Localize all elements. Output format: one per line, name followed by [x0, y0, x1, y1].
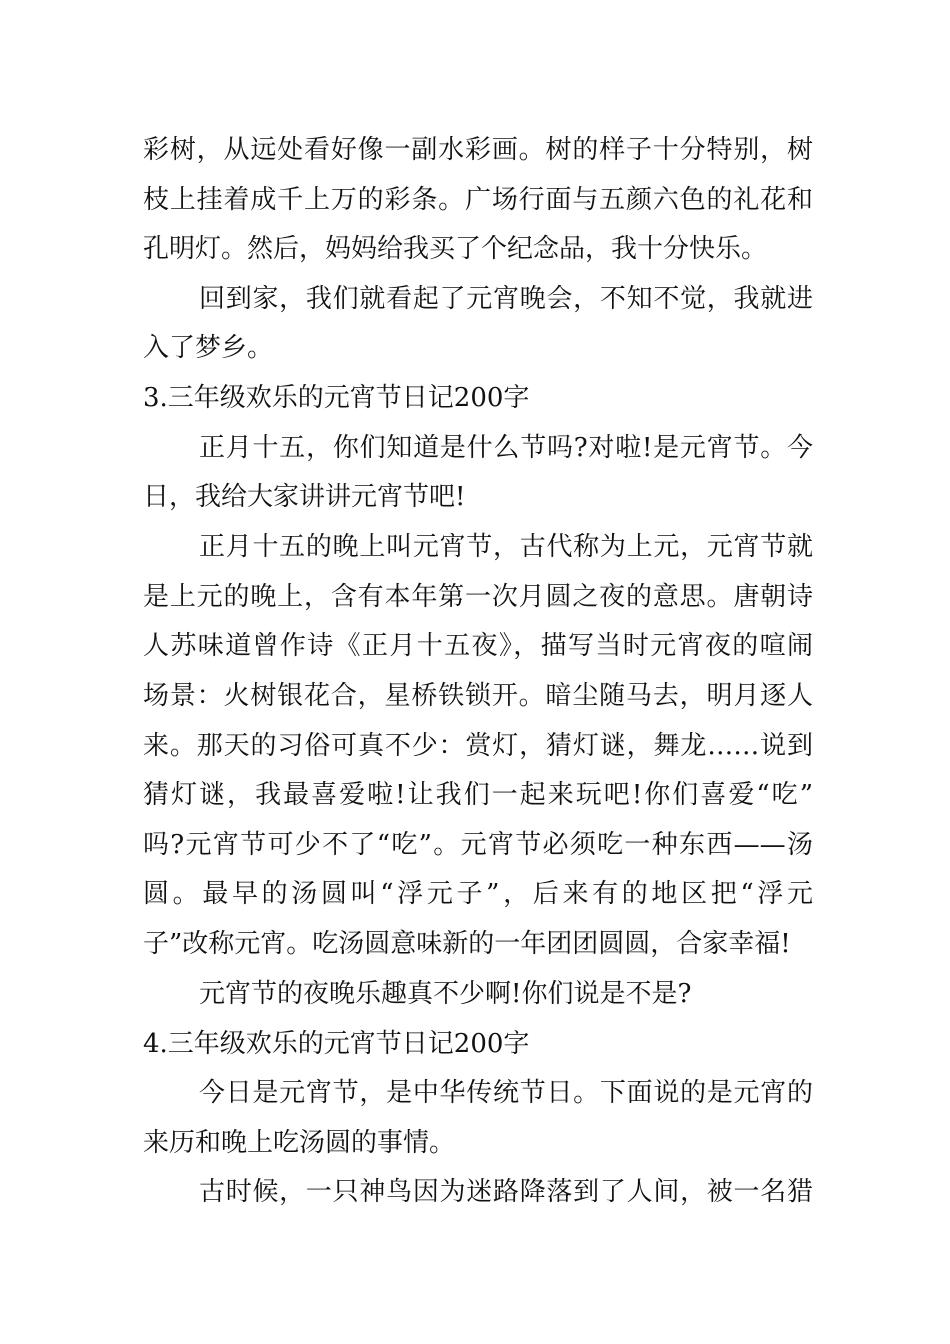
paragraph-line: 元宵节的夜晚乐趣真不少啊!你们说是不是? [199, 979, 692, 1009]
paragraph-line: 吗?元宵节可少不了“吃”。元宵节必须吃一种东西——汤 [143, 830, 813, 860]
paragraph-line: 是上元的晚上，含有本年第一次月圆之夜的意思。唐朝诗 [143, 582, 813, 612]
paragraph-line: 彩树，从远处看好像一副水彩画。树的样子十分特别，树 [143, 135, 813, 165]
paragraph-line: 人苏味道曾作诗《正月十五夜》，描写当时元宵夜的喧闹 [143, 631, 813, 661]
paragraph-line: 回到家，我们就看起了元宵晚会，不知不觉，我就进 [199, 284, 813, 314]
paragraph-line: 日，我给大家讲讲元宵节吧! [143, 482, 466, 512]
paragraph-line: 子”改称元宵。吃汤圆意味新的一年团团圆圆，合家幸福! [143, 929, 791, 959]
section-heading: 3.三年级欢乐的元宵节日记200字 [143, 383, 530, 413]
paragraph-line: 正月十五，你们知道是什么节吗?对啦!是元宵节。今 [199, 433, 813, 463]
paragraph-line: 入了梦乡。 [143, 333, 274, 363]
paragraph-line: 来。那天的习俗可真不少：赏灯，猜灯谜，舞龙……说到 [143, 731, 813, 761]
paragraph-line: 来历和晚上吃汤圆的事情。 [143, 1128, 456, 1158]
paragraph-line: 场景：火树银花合，星桥铁锁开。暗尘随马去，明月逐人 [143, 681, 813, 711]
paragraph-line: 圆。最早的汤圆叫“浮元子”，后来有的地区把“浮元 [143, 879, 813, 909]
paragraph-line: 古时候，一只神鸟因为迷路降落到了人间，被一名猎 [199, 1177, 813, 1207]
section-heading: 4.三年级欢乐的元宵节日记200字 [143, 1029, 530, 1059]
paragraph-line: 猜灯谜，我最喜爱啦!让我们一起来玩吧!你们喜爱“吃” [143, 780, 813, 810]
paragraph-line: 今日是元宵节，是中华传统节日。下面说的是元宵的 [199, 1078, 813, 1108]
paragraph-line: 枝上挂着成千上万的彩条。广场行面与五颜六色的礼花和 [143, 185, 813, 215]
paragraph-line: 正月十五的晚上叫元宵节，古代称为上元，元宵节就 [199, 532, 813, 562]
paragraph-line: 孔明灯。然后，妈妈给我买了个纪念品，我十分快乐。 [143, 234, 768, 264]
